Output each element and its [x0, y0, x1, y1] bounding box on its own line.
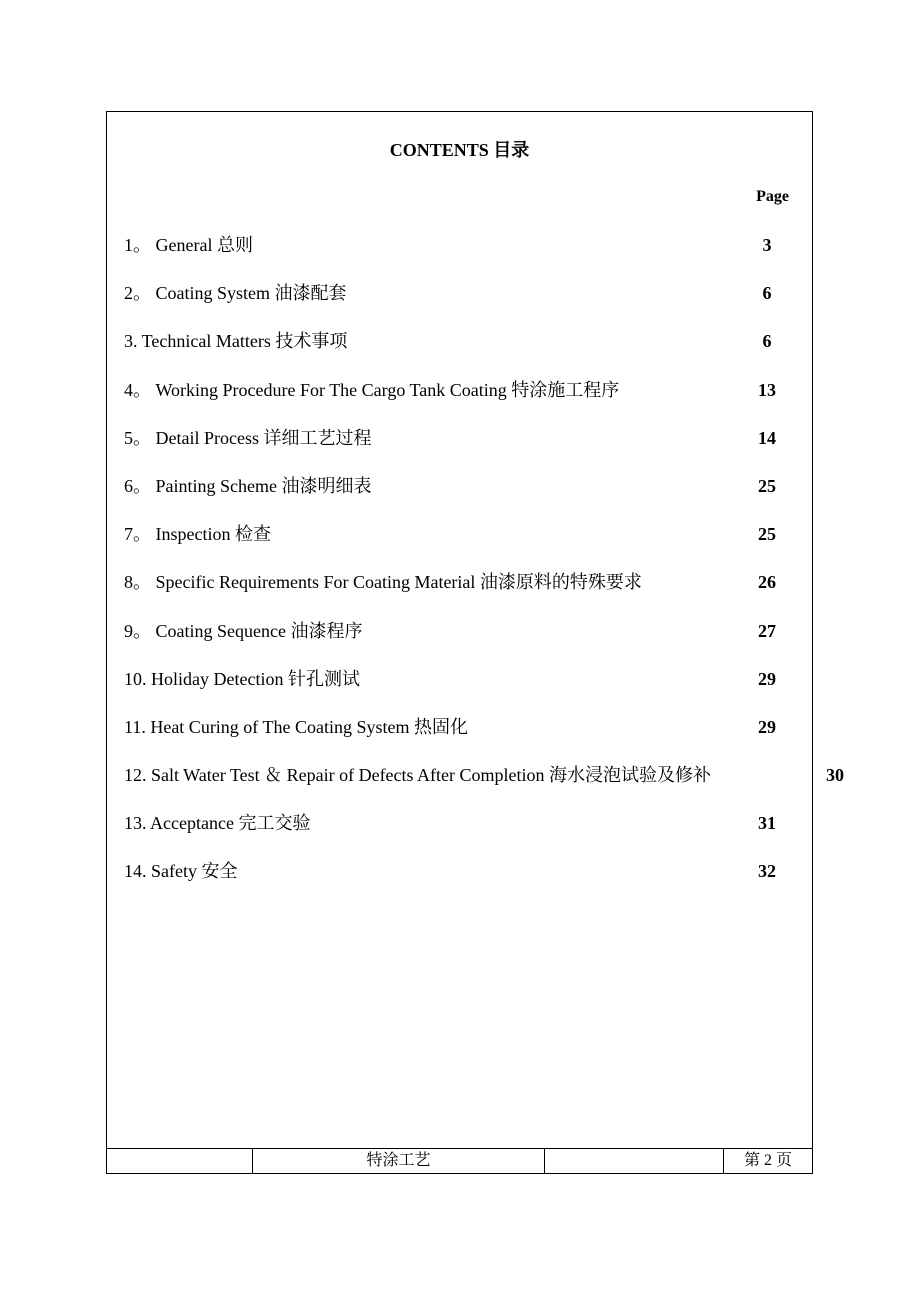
footer-cell-blank-left [107, 1149, 253, 1173]
contents-title: CONTENTS 目录 [389, 140, 530, 160]
toc-entry-coating-sequence[interactable] [124, 619, 782, 643]
toc-entry-inspection[interactable] [124, 522, 782, 546]
toc-entry-label: 7。 Inspection 检查 [124, 524, 271, 545]
toc-entry-label: 9。 Coating Sequence 油漆程序 [124, 620, 363, 641]
toc-entry-page: 27 [758, 620, 776, 641]
toc-entry-page: 29 [758, 668, 776, 689]
toc-entry-label: 13. Acceptance 完工交验 [124, 813, 311, 834]
toc-entry-page: 29 [758, 716, 776, 737]
toc-entry-specific-requirements[interactable] [124, 570, 782, 594]
toc-entry-safety[interactable] [124, 859, 782, 883]
toc-entry-page: 13 [758, 379, 776, 400]
toc-entry-label: 11. Heat Curing of The Coating System 热固化 [124, 716, 468, 737]
toc-entry-acceptance[interactable] [124, 811, 782, 835]
page-column-heading: Page [756, 188, 789, 205]
document-frame [106, 111, 844, 1174]
toc-entry-page: 14 [758, 427, 776, 448]
toc-entry-coating-system[interactable] [124, 281, 782, 305]
toc-entry-working-procedure[interactable] [124, 378, 782, 402]
toc-entry-page: 32 [758, 861, 776, 882]
toc-entry-label: 2。 Coating System 油漆配套 [124, 283, 347, 304]
toc-entry-page: 25 [758, 524, 776, 545]
toc-entry-general[interactable] [124, 233, 782, 257]
toc-entry-heat-curing[interactable] [124, 715, 782, 739]
toc-entry-painting-scheme[interactable] [124, 474, 782, 498]
toc-entry-page: 3 [762, 235, 772, 255]
toc-entry-label: 10. Holiday Detection 针孔测试 [124, 668, 360, 689]
toc-entry-page: 30 [826, 765, 844, 786]
toc-entry-page: 6 [762, 283, 772, 304]
toc-entry-label: 14. Safety 安全 [124, 861, 238, 882]
toc-entry-label: 1。 General 总则 [124, 235, 253, 255]
toc-entry-label: 5。 Detail Process 详细工艺过程 [124, 427, 372, 448]
page-footer [107, 1148, 812, 1173]
toc-entry-label: 4。 Working Procedure For The Cargo Tank Coating 特涂施工程序 [124, 379, 620, 400]
toc-entry-technical-matters[interactable] [124, 329, 782, 353]
toc-entry-page: 25 [758, 475, 776, 496]
toc-entry-detail-process[interactable] [124, 426, 782, 450]
toc-entry-page: 31 [758, 813, 776, 834]
toc-entry-salt-water-test[interactable] [124, 763, 844, 787]
footer-cell-blank-right [545, 1149, 724, 1173]
toc-entry-label: 8。 Specific Requirements For Coating Material 油漆原料的特殊要求 [124, 572, 642, 593]
toc-entry-label: 3. Technical Matters 技术事项 [124, 331, 348, 352]
toc-entry-holiday-detection[interactable] [124, 667, 782, 691]
toc-entry-page: 6 [762, 331, 772, 352]
toc-entry-label: 6。 Painting Scheme 油漆明细表 [124, 475, 372, 496]
footer-doc-title: 特涂工艺 [253, 1149, 545, 1173]
footer-page-number: 第 2 页 [743, 1152, 792, 1169]
toc-entry-page: 26 [758, 572, 776, 593]
table-of-contents [124, 233, 844, 908]
toc-entry-label: 12. Salt Water Test ＆ Repair of Defects After Completion 海水浸泡试验及修补 [124, 765, 712, 786]
